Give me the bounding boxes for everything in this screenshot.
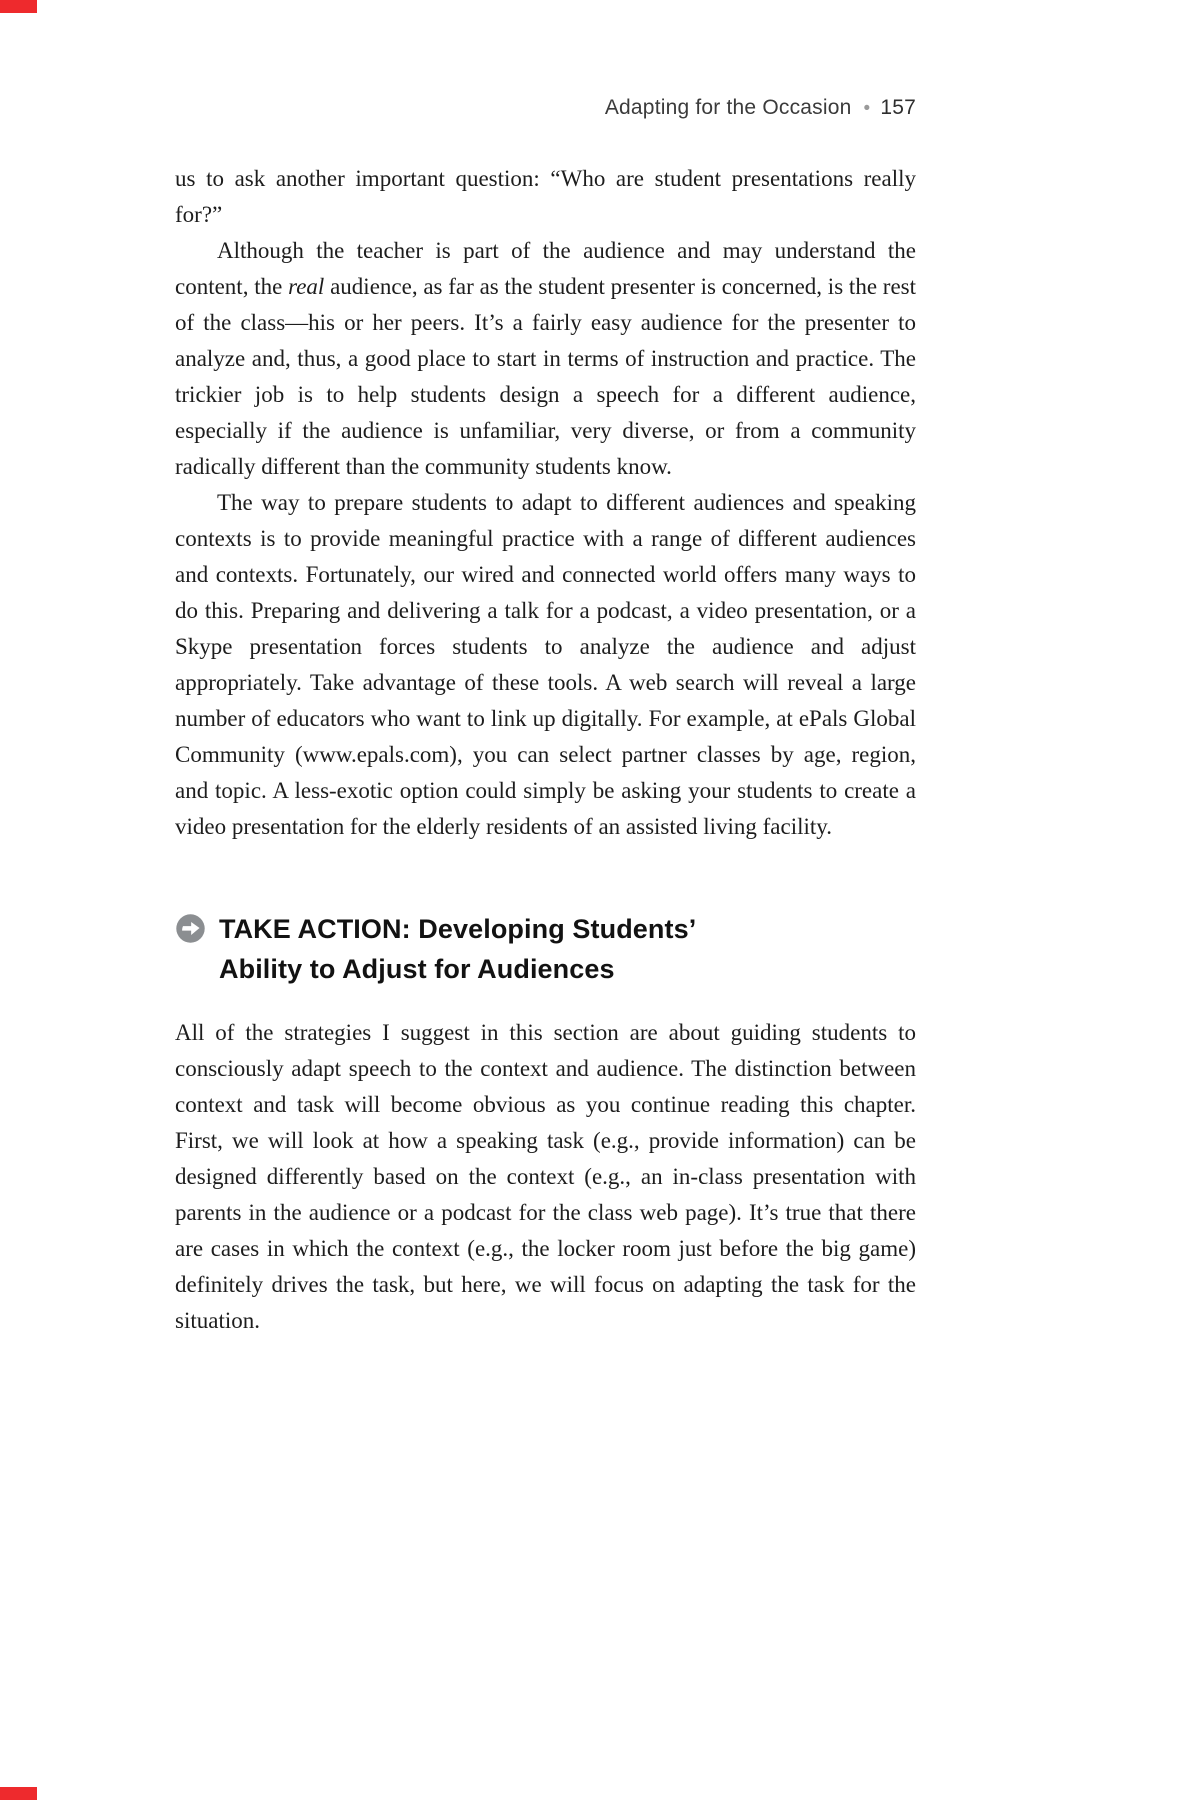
section-title-line1: TAKE ACTION: Developing Students’ <box>219 914 697 944</box>
intro-paragraphs <box>175 161 916 845</box>
scan-mark-bottom-left <box>0 1787 37 1800</box>
paragraph: All of the strategies I suggest in this section are about guiding students to consciously adapt speech to the context and audience. The distinction between context and task will become obvious as you continue reading this chapter. First, we will look at how a speaking task (e.g., provide information) can be designed differently based on the context (e.g., an in-class presentation with parents in the audience or a podcast for the class web page). It’s true that there are cases in which the context (e.g., the locker room just before the big game) definitely drives the task, but here, we will focus on adapting the task for the situation. <box>175 1020 916 1333</box>
section-title <box>219 909 696 989</box>
section-paragraphs <box>175 1015 916 1339</box>
running-header <box>175 94 916 123</box>
paragraph: The way to prepare students to adapt to different audiences and speaking contexts is to provide meaningful practice with a range of different audiences and contexts. Fortunately, our wired and connected world offers many ways to do this. Preparing and delivering a talk for a podcast, a video presentation, or a Skype presentation forces students to analyze the audience and adjust appropriately. Take advantage of these tools. A web search will reveal a large number of educators who want to link up digitally. For example, at ePals Global Community (www.epals.com), you can select partner classes by age, region, and topic. A less-exotic option could simply be asking your students to create a video presentation for the elderly residents of an assisted living facility. <box>175 490 916 839</box>
page-number: 157 <box>880 96 916 119</box>
page-content <box>175 94 916 1339</box>
header-bullet: • <box>863 98 871 119</box>
circled-right-arrow-icon <box>175 913 206 944</box>
scan-mark-top-left <box>0 0 37 13</box>
paragraph: us to ask another important question: “Who are student presentations really for?” <box>175 166 916 227</box>
take-action-heading <box>175 909 916 989</box>
paragraph: Although the teacher is part of the audience and may understand the content, the real audience, as far as the student presenter is concerned, is the rest of the class—his or her peers. It’s a fairly easy audience for the presenter to analyze and, thus, a good place to start in terms of instruction and practice. The trickier job is to help students design a speech for a different audience, especially if the audience is unfamiliar, very diverse, or from a community radically different than the community students know. <box>175 238 917 479</box>
section-title-line2: Ability to Adjust for Audiences <box>219 954 615 984</box>
running-title: Adapting for the Occasion <box>604 96 852 119</box>
